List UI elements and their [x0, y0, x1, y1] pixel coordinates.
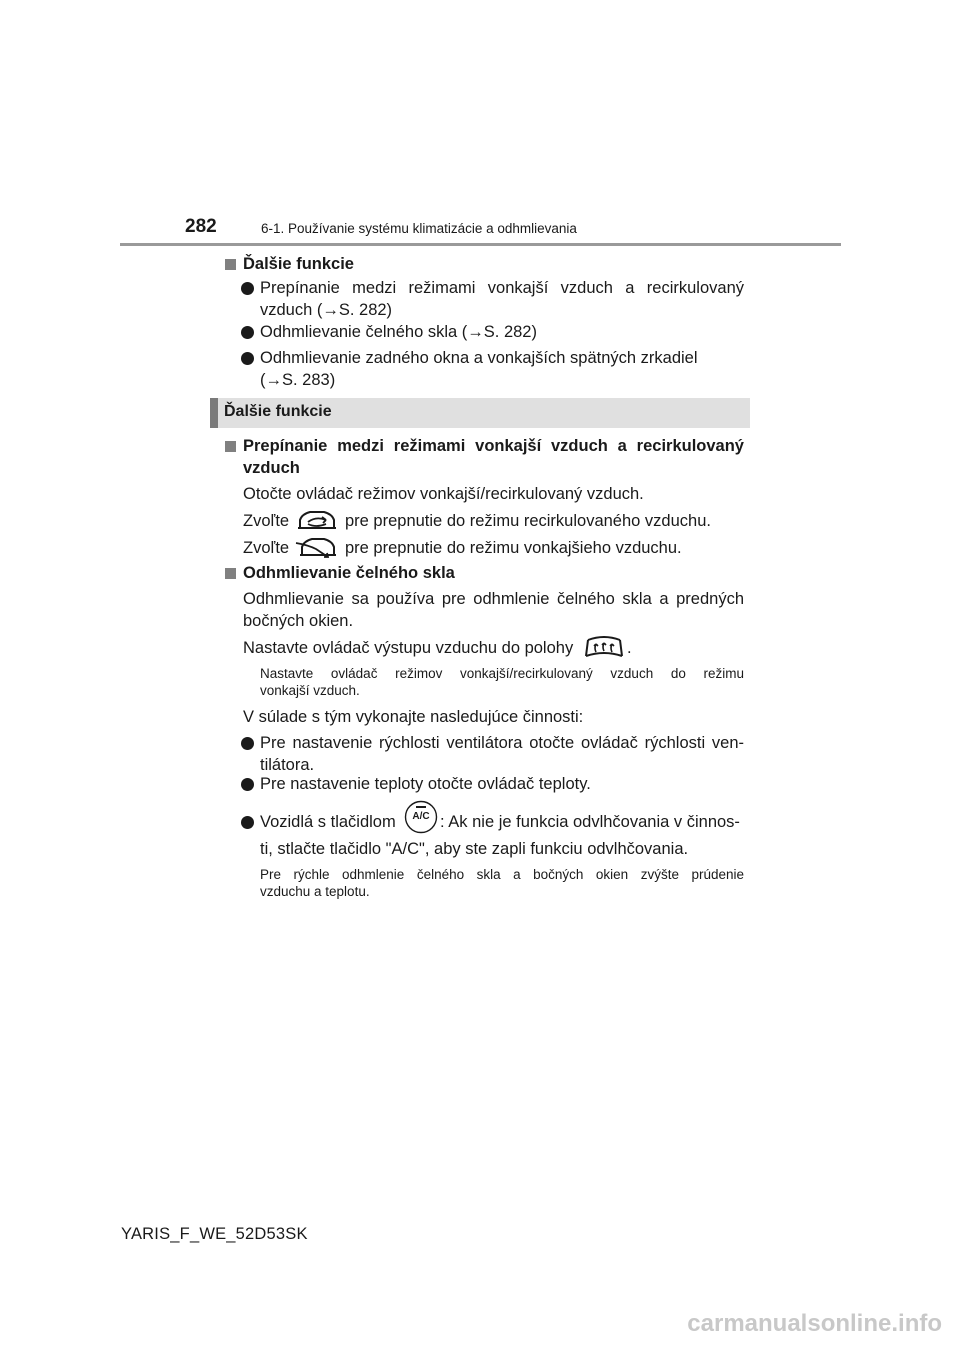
list-item: Odhmlievanie čelného skla (→S. 282): [260, 323, 537, 341]
list-item: Odhmlievanie zadného okna a vonkajších spätných zrkadiel: [260, 349, 698, 367]
outside-air-icon: [294, 533, 340, 561]
recirc-heading: Prepínanie medzi režimami vonkajší vzduch a recirkulovaný: [243, 437, 744, 455]
list-item-post: : Ak nie je funkcia odvlhčovania v činnos-: [440, 813, 740, 831]
defog-heading: Odhmlievanie čelného skla: [243, 564, 455, 582]
defog-note: Pre rýchle odhmlenie čelného skla a bočných okien zvýšte prúdenie: [260, 867, 744, 882]
defog-note-cont: vzduchu a teplotu.: [260, 884, 370, 899]
other-functions-heading: Ďalšie funkcie: [243, 255, 354, 273]
bullet: [241, 326, 254, 339]
square-bullet: [225, 568, 236, 579]
recirc-heading-cont: vzduch: [243, 459, 300, 477]
recirc-text-pre: Zvoľte: [243, 539, 290, 557]
defog-text: Odhmlievanie sa používa pre odhmlenie čelného skla a predných: [243, 590, 744, 608]
defog-text-cont: bočných okien.: [243, 612, 354, 630]
list-item-cont: (→S. 283): [260, 371, 336, 389]
list-item-pre: Vozidlá s tlačidlom: [260, 813, 396, 831]
list-item: Pre nastavenie teploty otočte ovládač teploty.: [260, 775, 591, 793]
list-item: Prepínanie medzi režimami vonkajší vzduch a recirkulovaný: [260, 279, 744, 297]
list-item-cont: ti, stlačte tlačidlo "A/C", aby ste zapli funkciu odvlhčovania.: [260, 840, 689, 858]
list-item-cont: vzduch (→S. 282): [260, 301, 393, 319]
bullet: [241, 282, 254, 295]
section-title: 6-1. Používanie systému klimatizácie a odhmlievania: [261, 221, 577, 236]
defog-text-pre: Nastavte ovládač výstupu vzduchu do polohy: [243, 639, 574, 657]
defog-text: V súlade s tým vykonajte nasledujúce činnosti:: [243, 708, 584, 726]
recirc-text-pre: Zvoľte: [243, 512, 290, 530]
defog-note: Nastavte ovládač režimov vonkajší/recirkulovaný vzduch do režimu: [260, 666, 744, 681]
recirc-text: Otočte ovládač režimov vonkajší/recirkulovaný vzduch.: [243, 485, 644, 503]
recirc-text-post: pre prepnutie do režimu recirkulovaného vzduchu.: [345, 512, 711, 530]
watermark: carmanualsonline.info: [687, 1310, 942, 1337]
section-stripe: [210, 398, 218, 428]
defog-note-cont: vonkajší vzduch.: [260, 683, 360, 698]
bullet: [241, 816, 254, 829]
footer-doc-code: YARIS_F_WE_52D53SK: [121, 1225, 308, 1243]
list-item-cont: tilátora.: [260, 756, 315, 774]
section-header-title: Ďalšie funkcie: [224, 403, 332, 420]
ac-button-label: A/C: [412, 811, 430, 822]
section-header-bar: [210, 398, 750, 428]
recirc-text-post: pre prepnutie do režimu vonkajšieho vzduchu.: [345, 539, 682, 557]
header-rule: [120, 243, 841, 246]
ac-button-icon: [404, 800, 438, 834]
windshield-defog-icon: [583, 632, 625, 662]
bullet: [241, 778, 254, 791]
bullet: [241, 352, 254, 365]
page-number: 282: [185, 216, 217, 237]
list-item: Pre nastavenie rýchlosti ventilátora otočte ovládač rýchlosti ven-: [260, 734, 744, 752]
defog-text-post: .: [627, 639, 632, 657]
square-bullet: [225, 441, 236, 452]
recirculation-icon: [294, 506, 340, 534]
square-bullet: [225, 259, 236, 270]
bullet: [241, 737, 254, 750]
